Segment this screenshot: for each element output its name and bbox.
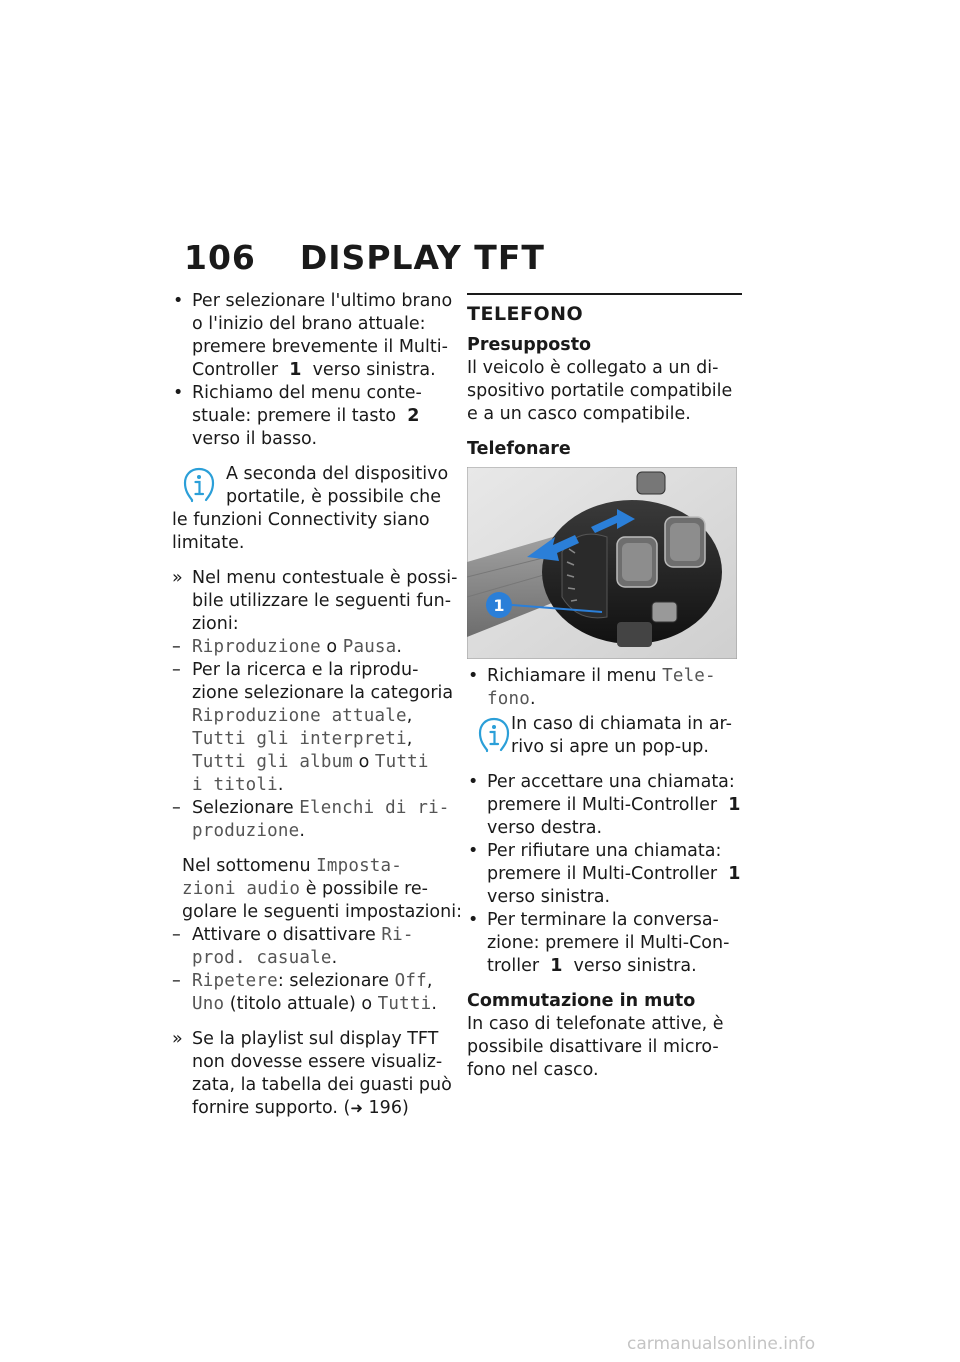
bullet-icon: • [468,841,479,861]
page-number: 106 [184,238,256,277]
info-icon [182,467,216,503]
bullet-icon: • [173,291,184,311]
dash-icon: – [172,925,181,945]
bullet-icon: • [468,910,479,930]
page-reference-arrow-icon: ➜ [350,1099,363,1117]
dash-icon: – [172,660,181,680]
subsection-title: Presupposto [467,335,592,355]
dash-item: – Riproduzione o Pausa. [172,637,402,657]
arrow-item: » Se la playlist sul display TFT non dovesse essere visualiz- zata, la tabella dei guasti può fornire supporto. (➜ 196) [172,1029,452,1118]
left-column [172,290,462,1120]
bullet-icon: • [468,666,479,686]
bullet-icon: • [173,383,184,403]
bullet-item: • Richiamo del menu conte- stuale: premere il tasto 2 verso il basso. [173,383,422,449]
bullet-item: • Per accettare una chiamata: premere il Multi-Controller 1 verso destra. [468,772,741,838]
submenu-paragraph: Nel sottomenu Imposta- zioni audio è possibile re- golare le seguenti impostazioni: [182,856,462,922]
info-note: A seconda del dispositivo portatile, è possibile che le funzioni Connectivity siano limitate. [172,464,449,553]
bullet-item: • Per terminare la conversa- zione: premere il Multi-Con- troller 1 verso sinistra. [468,910,730,976]
footer-watermark: carmanualsonline.info [627,1334,816,1354]
arrow-item: » Nel menu contestuale è possi- bile utilizzare le seguenti fun- zioni: [172,568,458,634]
page-header [184,238,545,277]
dash-item: – Selezionare Elenchi di ri- produzione. [172,798,450,841]
handlebar-controls-illustration [467,467,737,659]
dash-item: – Ripetere: selezionare Off, Uno (titolo attuale) o Tutti. [172,971,437,1014]
dash-item: – Attivare o disattivare Ri- prod. casuale. [172,925,414,968]
dash-item: – Per la ricerca e la riprodu- zione selezionare la categoria Riproduzione attuale, Tutti gli interpreti, Tutti gli album o Tutti i titoli. [172,660,454,795]
section-title: TELEFONO [467,303,584,325]
subsection-title: Commutazione in muto [467,991,696,1011]
dash-icon: – [172,798,181,818]
arrow-icon: » [172,568,183,588]
info-icon [477,717,511,753]
bullet-icon: • [468,772,479,792]
page-title: DISPLAY TFT [299,238,545,277]
right-column: TELEFONO Presupposto Il veicolo è collegato a un di- spositivo portatile compatibile e a un casco compatibile. Telefonare 1 • Richiamare il menu Tele- fono. In caso di chiamata in ar- rivo si apre un pop-up. • Per accettare una chiamata: premere il Multi-Controller 1 verso destra. • Per rifiutare una chiamata: premere il Multi-Controller 1 verso sinistra. • Per terminare la conversa- zione: premere il Multi-Con- troller 1 verso sinistra. Commutazione in muto In caso di telefonate attive, è possibile disattivare il micro- fono nel casco. [467,293,742,1082]
figure-callout-label: 1 [493,596,505,615]
info-note: In caso di chiamata in ar- rivo si apre un pop-up. [467,713,742,759]
bullet-item: • Per selezionare l'ultimo brano o l'inizio del brano attuale: premere brevemente il Multi- Controller 1 verso sinistra. [173,291,453,380]
section-divider [467,293,742,295]
arrow-icon: » [172,1029,183,1049]
subsection-title: Telefonare [467,439,571,459]
bullet-item: • Per rifiutare una chiamata: premere il Multi-Controller 1 verso sinistra. [468,841,741,907]
dash-icon: – [172,637,181,657]
dash-icon: – [172,971,181,991]
bullet-item: • Richiamare il menu Tele- fono. [468,666,716,709]
